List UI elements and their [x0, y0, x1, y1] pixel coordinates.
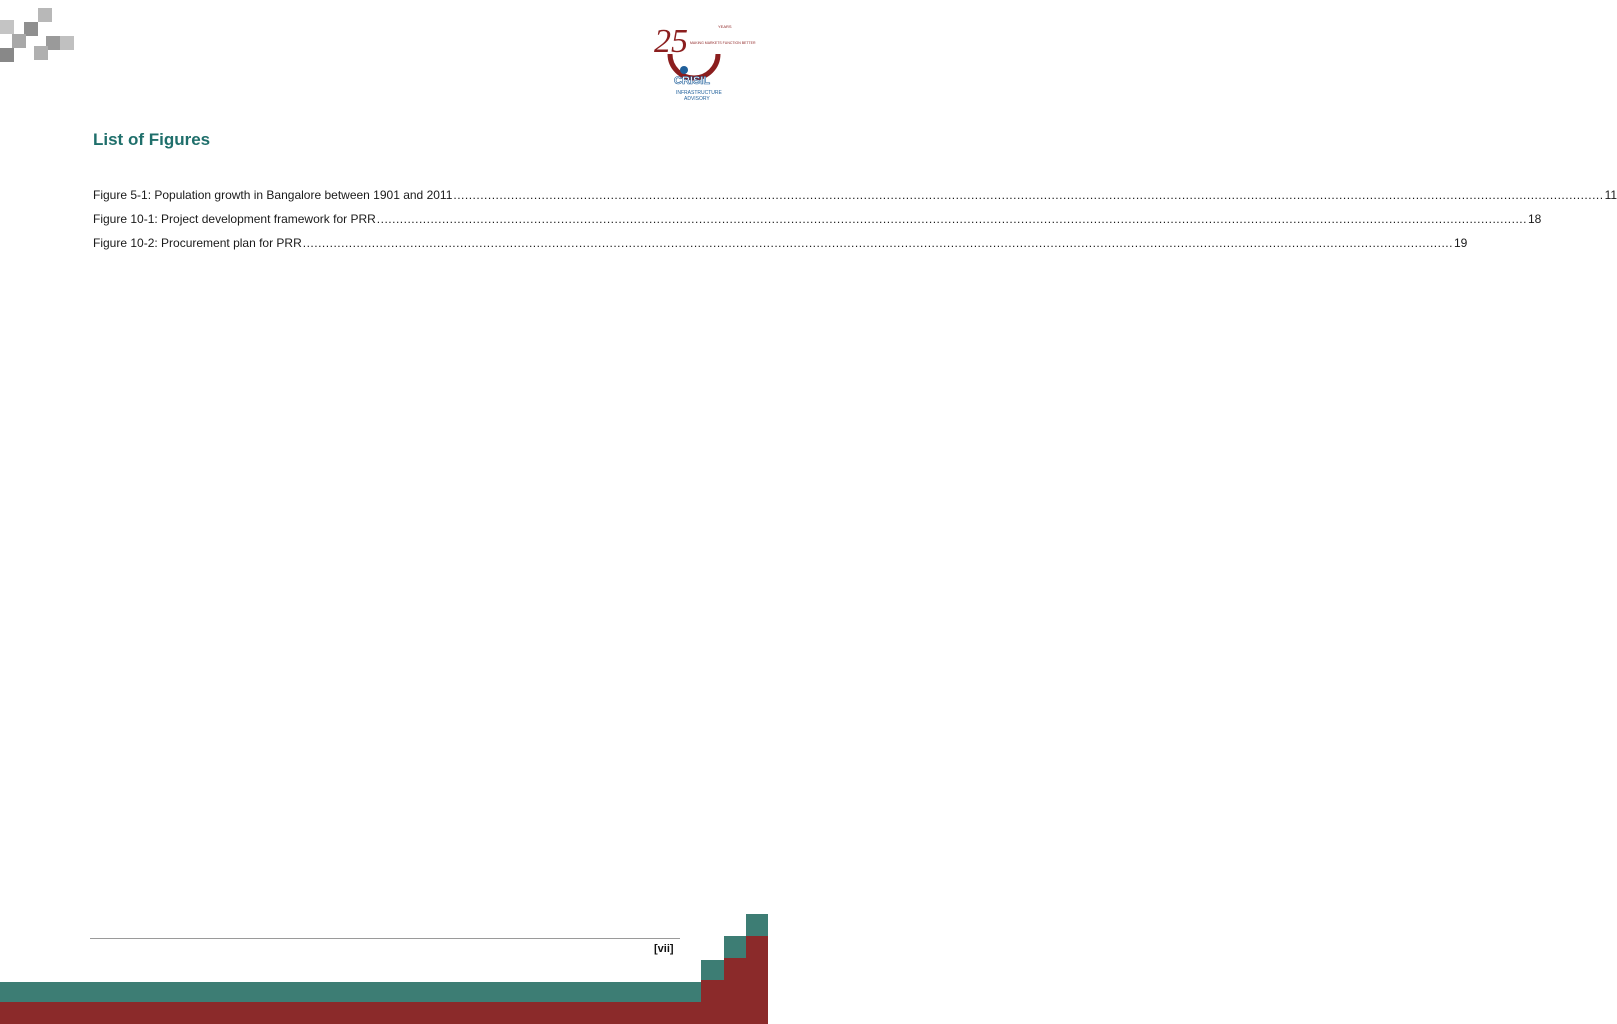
dot-leader: ............................................................................................................................................................................................................................................................................................................ — [302, 236, 1453, 250]
maroon-step-block — [701, 980, 768, 1002]
teal-band — [0, 982, 701, 1002]
teal-step-block — [724, 936, 746, 958]
checker-square — [34, 46, 48, 60]
figure-title: Figure 5-1: Population growth in Bangalore between 1901 and 2011 — [93, 188, 453, 202]
figure-title: Figure 10-2: Procurement plan for PRR — [93, 236, 302, 250]
maroon-step-block — [746, 936, 768, 958]
figure-title: Figure 10-1: Project development framework for PRR — [93, 212, 376, 226]
checker-square — [12, 34, 26, 48]
checker-square — [0, 48, 14, 62]
figure-list — [93, 188, 1617, 260]
figure-page-number: 19 — [1453, 236, 1468, 250]
svg-text:MAKING MARKETS FUNCTION BETTER: MAKING MARKETS FUNCTION BETTER — [690, 41, 756, 45]
checker-square — [38, 8, 52, 22]
svg-text:YEARS: YEARS — [718, 24, 732, 29]
checker-pattern — [0, 0, 80, 70]
dot-leader: ............................................................................................................................................................................................................................................................................................................ — [376, 212, 1527, 226]
figure-page-number: 18 — [1527, 212, 1542, 226]
footer-divider — [90, 938, 680, 939]
page-number: [vii] — [654, 943, 674, 955]
svg-text:INFRASTRUCTURE: INFRASTRUCTURE — [676, 90, 722, 96]
dot-leader: ............................................................................................................................................................................................................................................................................................................ — [453, 188, 1604, 202]
maroon-step-block — [724, 958, 768, 980]
teal-step-block — [701, 960, 724, 982]
maroon-band — [0, 1002, 768, 1024]
svg-text:CRISIL: CRISIL — [674, 75, 711, 87]
logo-emblem-icon — [650, 14, 756, 104]
figure-list-item[interactable] — [93, 212, 1542, 236]
page-title: List of Figures — [93, 130, 211, 149]
crisil-25-years-logo — [650, 14, 756, 104]
checker-square — [0, 20, 14, 34]
figure-list-item[interactable] — [93, 236, 1468, 260]
checker-square — [46, 36, 60, 50]
checker-square — [24, 22, 38, 36]
figure-list-item[interactable] — [93, 188, 1617, 212]
svg-text:25: 25 — [654, 23, 688, 60]
svg-text:ADVISORY: ADVISORY — [684, 96, 710, 102]
figure-page-number: 11 — [1604, 188, 1617, 202]
teal-step-block — [746, 914, 768, 936]
checker-square — [60, 36, 74, 50]
